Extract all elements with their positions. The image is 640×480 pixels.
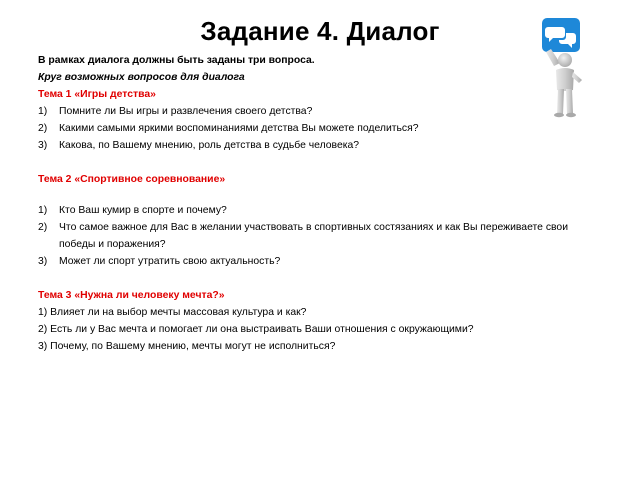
dialog-task-content [38,52,598,355]
topic-2-questions [38,202,598,270]
list-number: 1) [38,205,48,216]
list-item [38,137,598,154]
topic-1-title: Тема 1 «Игры детства» [38,89,156,100]
question-text: Какими самыми яркими воспоминаниями детства Вы можете поделиться? [59,123,419,134]
question-text: Помните ли Вы игры и развлечения своего детства? [59,106,313,117]
intro-text: В рамках диалога должны быть заданы три вопроса. [38,55,315,66]
list-item [38,202,598,219]
spacer [38,270,598,287]
topic-2-title: Тема 2 «Спортивное соревнование» [38,174,226,185]
topic-3-title: Тема 3 «Нужна ли человеку мечта?» [38,290,225,301]
list-number: 2) [38,123,48,134]
list-item [38,219,598,253]
question-text: Что самое важное для Вас в желании участвовать в спортивных состязаниях и как Вы переживаете свои победы и поражения? [59,222,569,250]
spacer [38,188,598,202]
questions-subtitle: Круг возможных вопросов для диалога [38,72,245,83]
spacer [38,154,598,171]
list-item: 2) Есть ли у Вас мечта и помогает ли она выстраивать Ваши отношения с окружающими? [38,324,474,335]
page-title: Задание 4. Диалог [200,16,440,46]
question-text: Кто Ваш кумир в спорте и почему? [59,205,227,216]
list-item [38,120,598,137]
question-text: Какова, по Вашему мнению, роль детства в судьбе человека? [59,140,360,151]
list-item [38,103,598,120]
person-with-chat-bubbles-icon [532,16,592,120]
list-number: 2) [38,222,48,233]
list-item: 3) Почему, по Вашему мнению, мечты могут не исполниться? [38,341,336,352]
figure-illustration [532,16,592,120]
list-item: 1) Влияет ли на выбор мечты массовая культура и как? [38,307,307,318]
chat-bubbles-icon [542,18,580,52]
list-number: 1) [38,106,48,117]
question-text: Может ли спорт утратить свою актуальность? [59,256,281,267]
topic-1-questions [38,103,598,154]
list-number: 3) [38,256,48,267]
list-item [38,253,598,270]
list-number: 3) [38,140,48,151]
